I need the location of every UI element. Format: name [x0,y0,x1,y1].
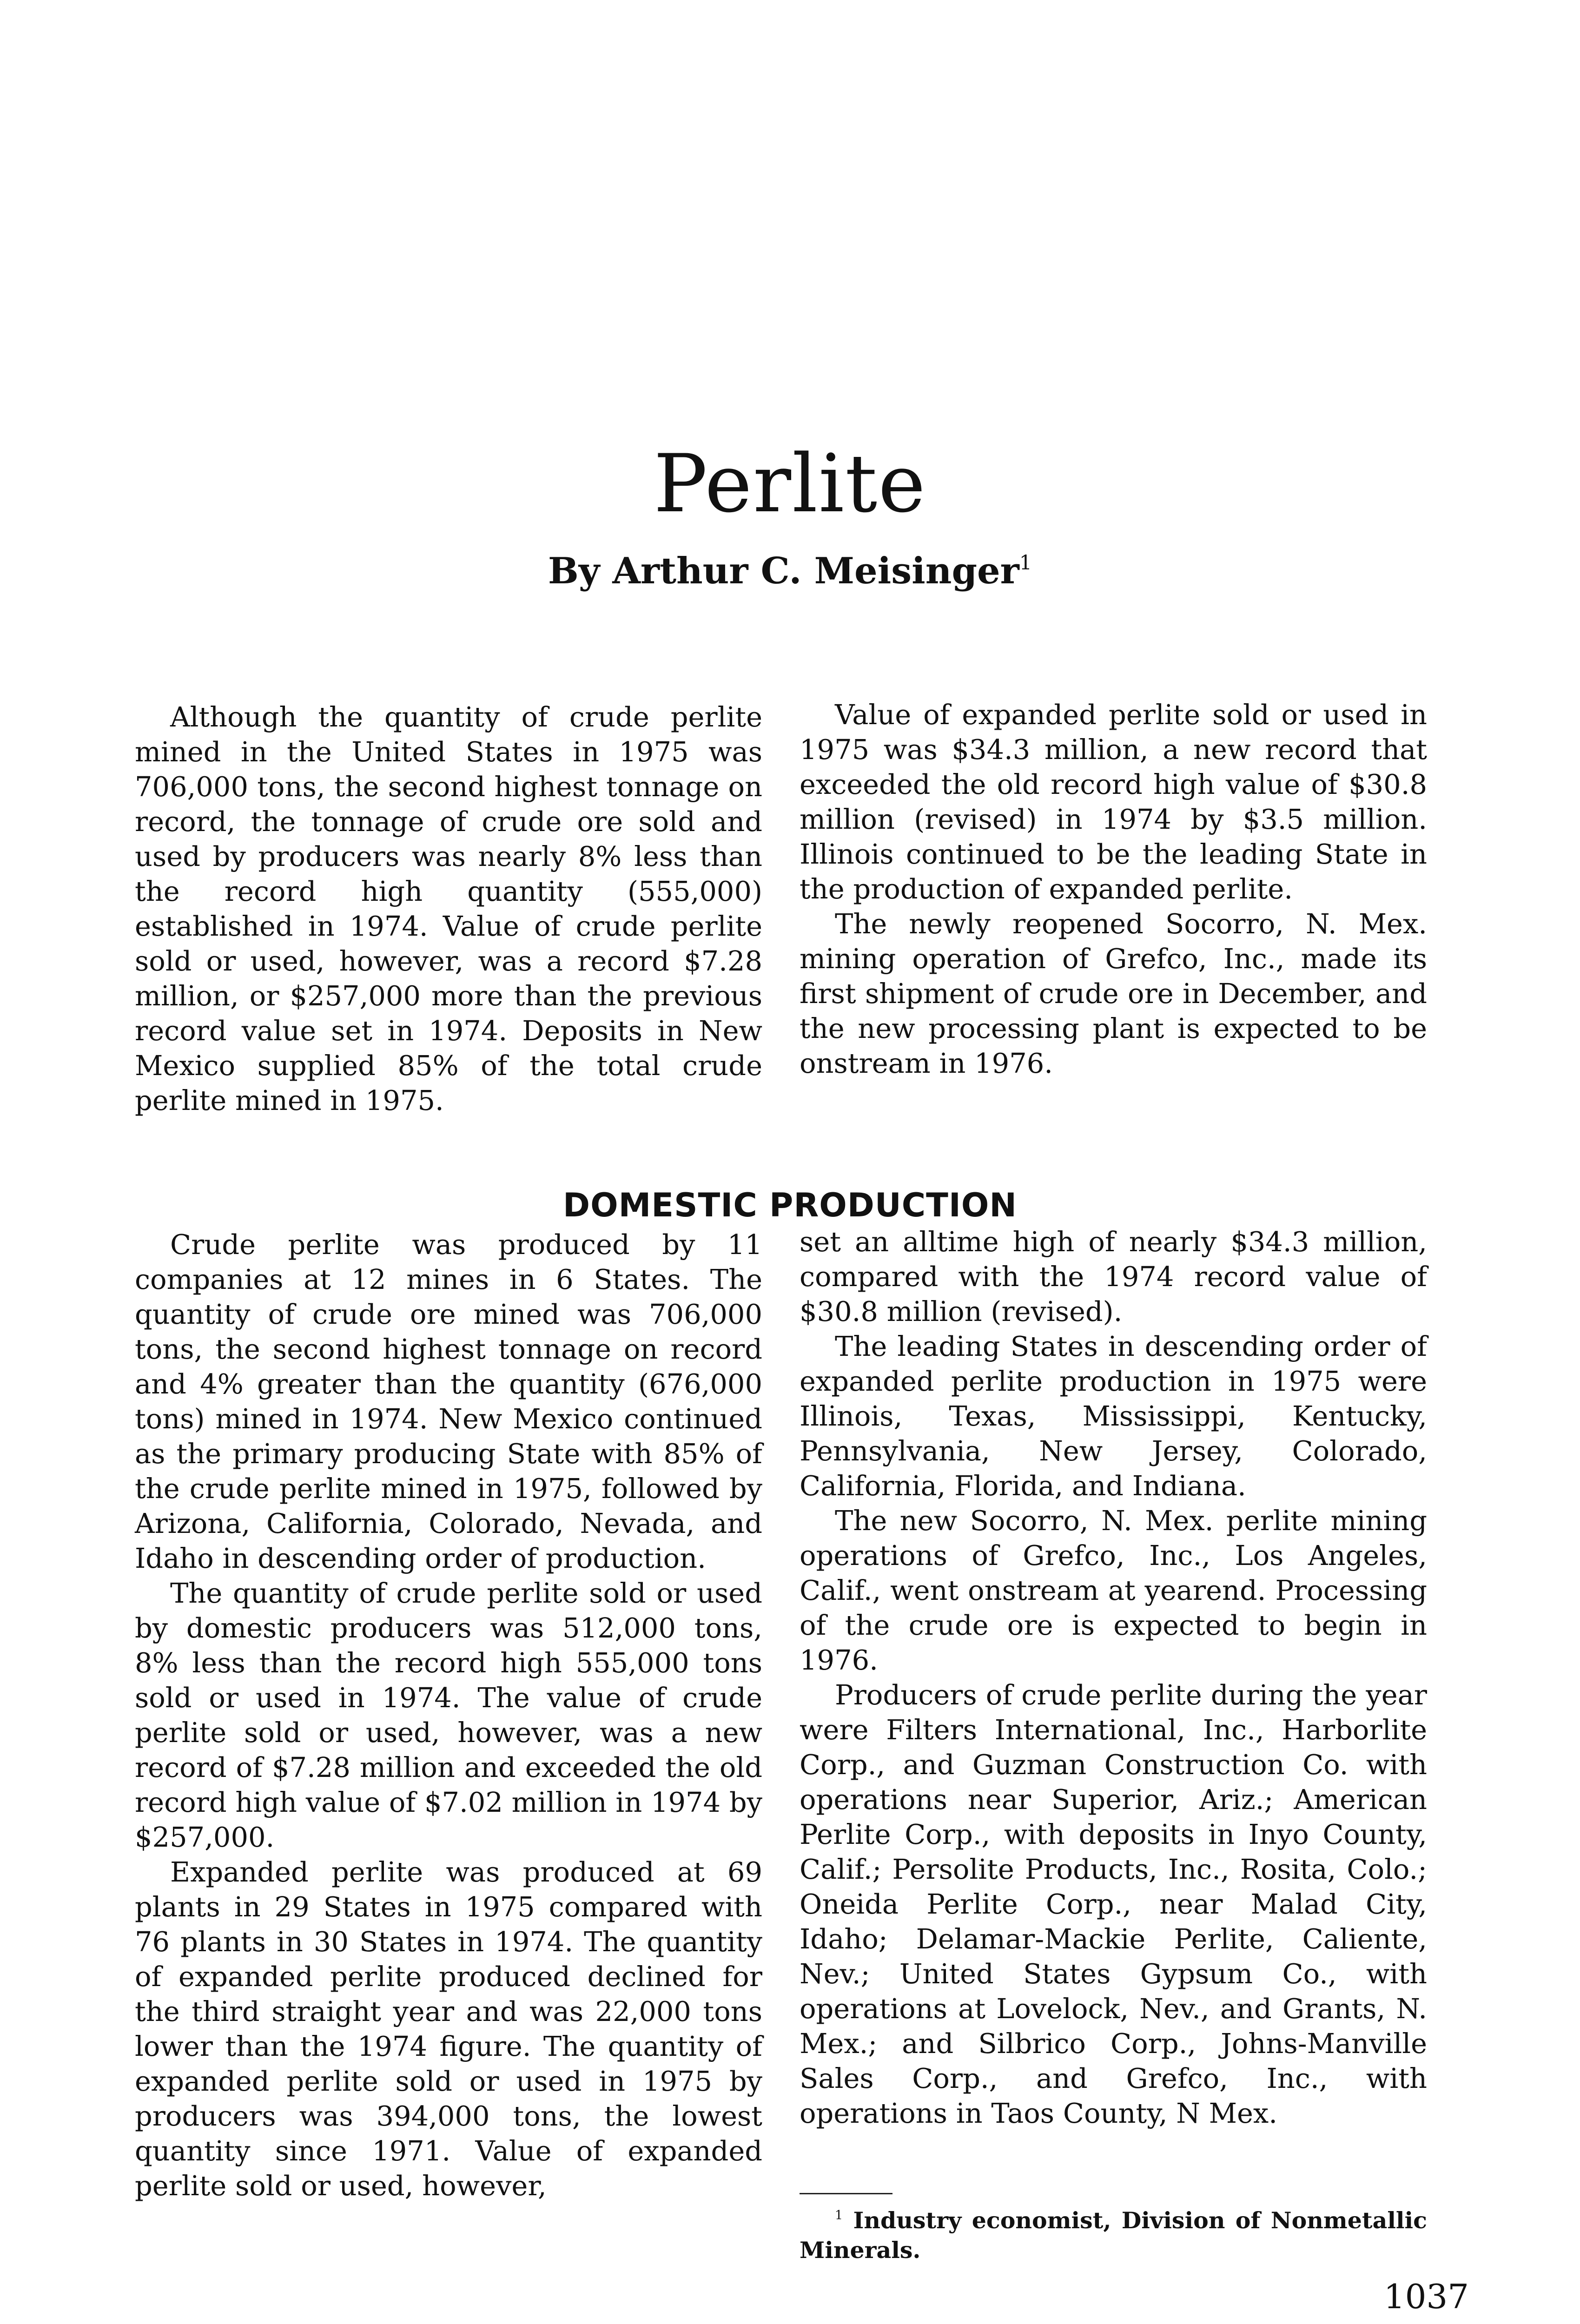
section-heading: DOMESTIC PRODUCTION [563,1186,1017,1225]
footnote-reference[interactable]: 1 [1019,551,1032,574]
paragraph: Crude perlite was produced by 11 companies at 12 mines in 6 States. The quantity of crude ore mined was 706,000 tons, the second highest tonnage on record and 4% greater than the quantity (676,000 tons) mined in 1974. New Mexico continued as the primary producing State with 85% of the crude perlite mined in 1975, followed by Arizona, California, Colorado, Nevada, and Idaho in descending order of production. [135,1228,762,1574]
intro-left-column [135,700,762,1118]
author-byline [0,550,1580,593]
paragraph: Although the quantity of crude perlite mined in the United States in 1975 was 706,000 tons, the second highest tonnage on record, the tonnage of crude ore sold and used by producers was nearly 8% less than the record high quantity (555,000) established in 1974. Value of crude perlite sold or used, however, was a record $7.28 million, or $257,000 more than the previous record value set in 1974. Deposits in New Mexico supplied 85% of the total crude perlite mined in 1975. [135,701,762,1116]
paragraph: set an alltime high of nearly $34.3 million, compared with the 1974 record value of $30.8 million (revised). [800,1226,1427,1327]
footnote-text: Industry economist, Division of Nonmetallic Minerals. [800,2206,1427,2264]
paragraph: Producers of crude perlite during the year were Filters International, Inc., Harborlite Corp., and Guzman Construction Co. with operations near Superior, Ariz.; American Perlite Corp., with deposits in Inyo County, Calif.; Persolite Products, Inc., Rosita, Colo.; Oneida Perlite Corp., near Malad City, Idaho; Delamar-Mackie Perlite, Caliente, Nev.; United States Gypsum Co., with operations at Lovelock, Nev., and Grants, N. Mex.; and Silbrico Corp., Johns-Manville Sales Corp., and Grefco, Inc., with operations in Taos County, N Mex. [800,1679,1427,2129]
page-title: Perlite [654,437,926,531]
domestic-left-column [135,1227,762,2203]
domestic-right-column [800,1224,1427,2131]
page-number: 1037 [1383,2277,1469,2316]
author-name: By Arthur C. Meisinger [548,550,1019,593]
paragraph: Value of expanded perlite sold or used in 1975 was $34.3 million, a new record that exceeded the old record high value of $30.8 million (revised) in 1974 by $3.5 million. Illinois continued to be the leading State in the production of expanded perlite. [800,699,1427,905]
paragraph: The new Socorro, N. Mex. perlite mining operations of Grefco, Inc., Los Angeles, Calif., went onstream at yearend. Processing of the crude ore is expected to begin in 1976. [800,1505,1427,1676]
paragraph: The newly reopened Socorro, N. Mex. mining operation of Grefco, Inc., made its first shipment of crude ore in December, and the new processing plant is expected to be onstream in 1976. [800,908,1427,1079]
footnote [800,2201,1427,2265]
footnote-divider [800,2193,892,2194]
paragraph: Expanded perlite was produced at 69 plants in 29 States in 1975 compared with 76 plants in 30 States in 1974. The quantity of expanded perlite produced declined for the third straight year and was 22,000 tons lower than the 1974 figure. The quantity of expanded perlite sold or used in 1975 by producers was 394,000 tons, the lowest quantity since 1971. Value of expanded perlite sold or used, however, [135,1856,762,2202]
paragraph: The quantity of crude perlite sold or used by domestic producers was 512,000 tons, 8% less than the record high 555,000 tons sold or used in 1974. The value of crude perlite sold or used, however, was a new record of $7.28 million and exceeded the old record high value of $7.02 million in 1974 by $257,000. [135,1577,762,1853]
intro-right-column [800,697,1427,1081]
paragraph: The leading States in descending order of expanded perlite production in 1975 were Illinois, Texas, Mississippi, Kentucky, Pennsylvania, New Jersey, Colorado, California, Florida, and Indiana. [800,1330,1427,1502]
footnote-mark: 1 [835,2208,843,2223]
